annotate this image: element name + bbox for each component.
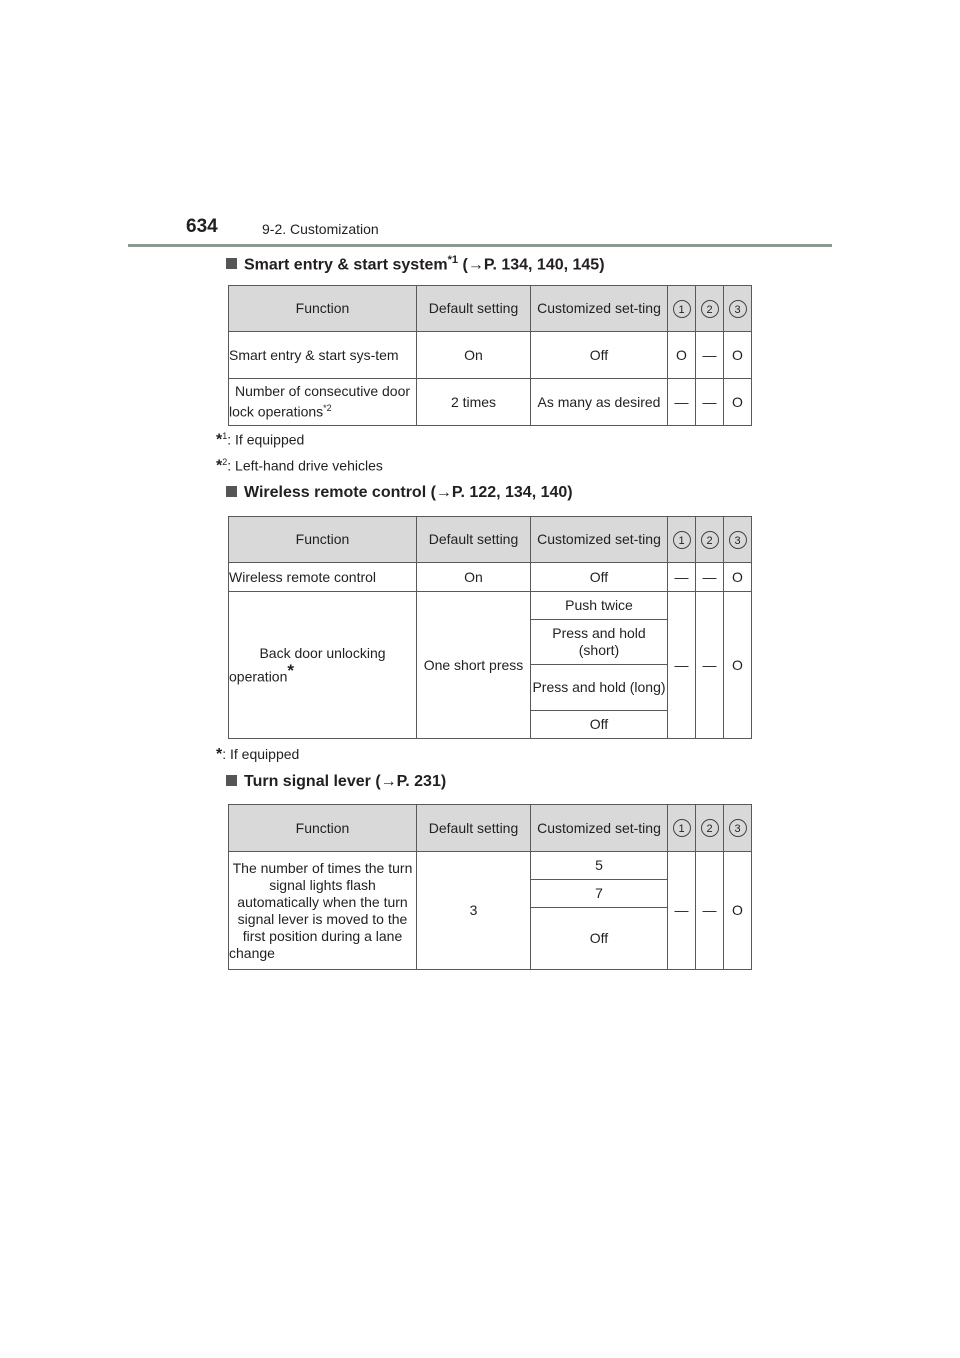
custom-option-cell: Press and hold (short): [531, 620, 668, 665]
custom-option-cell: Push twice: [531, 592, 668, 620]
heading-title: Smart entry & start system: [244, 256, 448, 274]
header-default-setting: Default setting: [417, 805, 531, 852]
function-cell: [229, 379, 417, 426]
footnote-1: *$^1$: If equipped: [216, 431, 305, 449]
square-bullet-icon: [226, 486, 237, 497]
section-name: 9-2. Customization: [262, 221, 379, 237]
mark-cell: O: [724, 563, 752, 592]
circled-1-icon: 1: [673, 531, 691, 549]
wireless-remote-table: [228, 516, 752, 739]
header-column-3: [724, 286, 752, 332]
circled-3-icon: 3: [729, 531, 747, 549]
footnote-2: *$^2$: Left-hand drive vehicles: [216, 457, 383, 475]
page-reference: (→P. 122, 134, 140): [430, 484, 573, 501]
turn-signal-heading: [226, 773, 446, 791]
header-column-2: [696, 805, 724, 852]
table-row: [229, 379, 752, 426]
header-customized-setting: Customized set-ting: [531, 517, 668, 563]
custom-cell: Off: [531, 332, 668, 379]
mark-cell: O: [724, 592, 752, 739]
header-column-1: [668, 286, 696, 332]
default-cell: One short press: [417, 592, 531, 739]
function-text: Back door unlocking operation: [229, 644, 386, 685]
custom-option-cell: 7: [531, 880, 668, 908]
smart-entry-table: [228, 285, 752, 426]
custom-option-cell: Press and hold (long): [531, 665, 668, 711]
table-row: [229, 592, 752, 620]
square-bullet-icon: [226, 258, 237, 269]
header-column-2: [696, 517, 724, 563]
circled-3-icon: 3: [729, 819, 747, 837]
function-cell: Wireless remote control: [229, 563, 417, 592]
custom-option-cell: Off: [531, 711, 668, 739]
header-rule: [128, 244, 832, 247]
function-cell: [229, 592, 417, 739]
mark-cell: —: [696, 592, 724, 739]
table-row: [229, 332, 752, 379]
footnote-3: *: If equipped: [216, 746, 300, 763]
header-customized-setting: Customized set-ting: [531, 286, 668, 332]
function-cell: Smart entry & start sys-tem: [229, 332, 417, 379]
circled-1-icon: 1: [673, 819, 691, 837]
mark-cell: —: [668, 379, 696, 426]
footnote-mark: *2: [323, 403, 332, 414]
function-cell: The number of times the turn signal lights flash automatically when the turn signal lever is moved to the first position during a lane change: [229, 852, 417, 970]
heading-title: Wireless remote control: [244, 484, 427, 501]
header-function: Function: [229, 805, 417, 852]
header-function: Function: [229, 286, 417, 332]
table-row: [229, 563, 752, 592]
mark-cell: —: [696, 852, 724, 970]
header-customized-setting: Customized set-ting: [531, 805, 668, 852]
custom-option-cell: Off: [531, 908, 668, 970]
default-cell: 2 times: [417, 379, 531, 426]
custom-option-cell: 5: [531, 852, 668, 880]
circled-3-icon: 3: [729, 300, 747, 318]
mark-cell: —: [668, 563, 696, 592]
smart-entry-heading: [226, 254, 605, 274]
circled-2-icon: 2: [701, 300, 719, 318]
page-number: 634: [186, 216, 218, 237]
footnote-mark: *: [287, 660, 295, 680]
mark-cell: —: [696, 332, 724, 379]
default-cell: 3: [417, 852, 531, 970]
default-cell: On: [417, 332, 531, 379]
header-column-1: [668, 517, 696, 563]
mark-cell: O: [668, 332, 696, 379]
wireless-remote-heading: [226, 484, 573, 502]
header-column-1: [668, 805, 696, 852]
page-reference: (→P. 134, 140, 145): [462, 256, 605, 274]
mark-cell: O: [724, 332, 752, 379]
circled-2-icon: 2: [701, 531, 719, 549]
turn-signal-table: [228, 804, 752, 970]
mark-cell: O: [724, 379, 752, 426]
mark-cell: —: [696, 379, 724, 426]
mark-cell: —: [668, 592, 696, 739]
circled-1-icon: 1: [673, 300, 691, 318]
default-cell: On: [417, 563, 531, 592]
square-bullet-icon: [226, 775, 237, 786]
header-function: Function: [229, 517, 417, 563]
circled-2-icon: 2: [701, 819, 719, 837]
mark-cell: O: [724, 852, 752, 970]
heading-footnote-mark: *1: [447, 254, 459, 266]
header-column-2: [696, 286, 724, 332]
page-reference: (→P. 231): [375, 773, 447, 790]
header-column-3: [724, 805, 752, 852]
table-row: [229, 852, 752, 880]
mark-cell: —: [696, 563, 724, 592]
header-default-setting: Default setting: [417, 517, 531, 563]
heading-title: Turn signal lever: [244, 773, 371, 790]
custom-cell: Off: [531, 563, 668, 592]
header-default-setting: Default setting: [417, 286, 531, 332]
custom-cell: As many as desired: [531, 379, 668, 426]
header-column-3: [724, 517, 752, 563]
function-text: Number of consecutive door lock operations: [229, 383, 411, 420]
mark-cell: —: [668, 852, 696, 970]
